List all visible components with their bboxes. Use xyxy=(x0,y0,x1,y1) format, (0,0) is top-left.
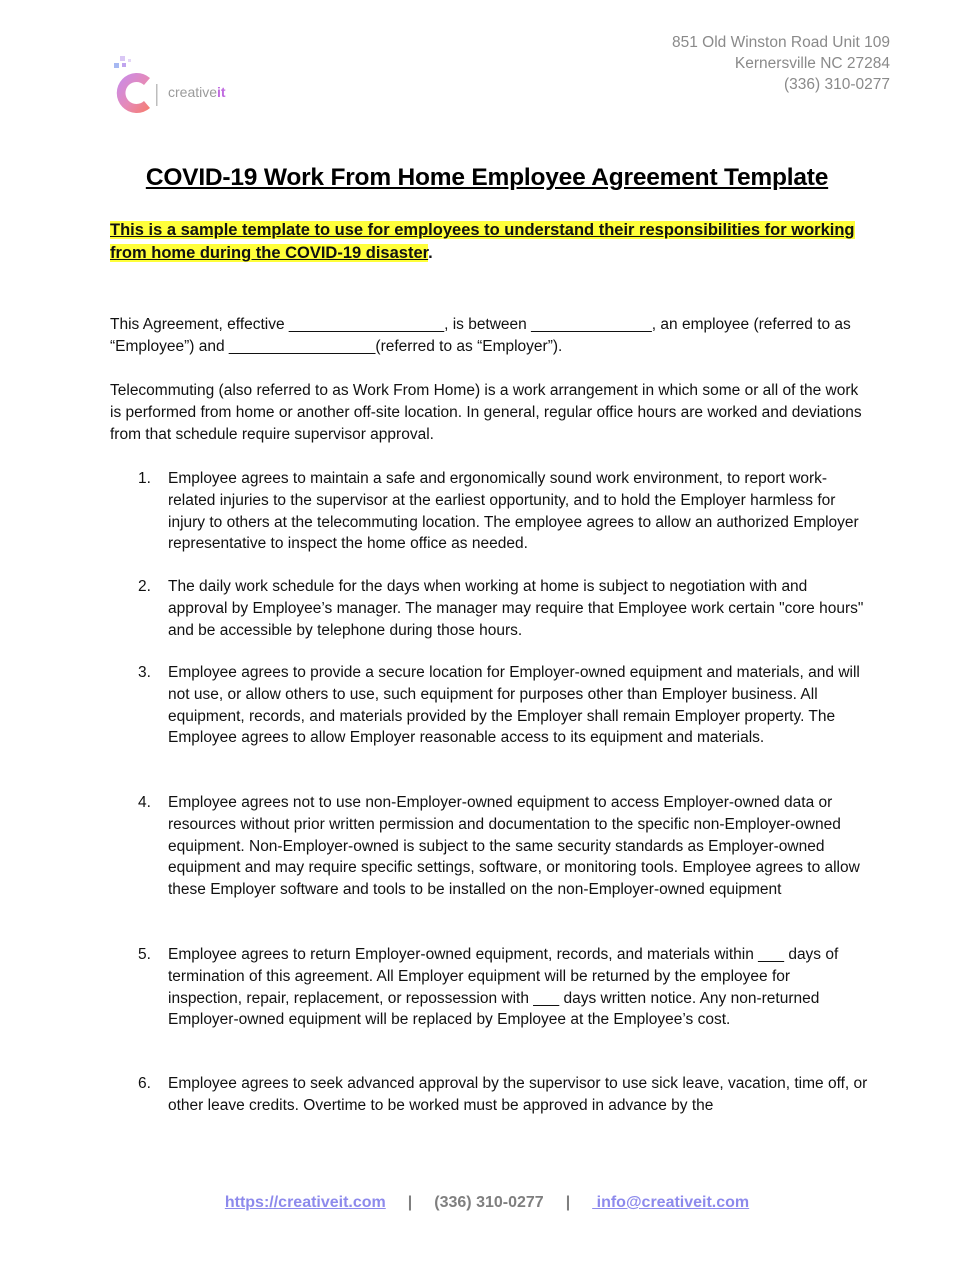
list-item-text: Employee agrees to provide a secure location for Employer-owned equipment and materials, and will not use, or allow others to use, such equipment for purposes other than Employer business. All equipment, records, and materials provided by the Employer shall remain Employer property. The Employee agrees to allow Employer reasonable access to its equipment and materials. xyxy=(168,664,860,747)
footer-separator: | xyxy=(565,1194,571,1211)
document-title: COVID-19 Work From Home Employee Agreement Template xyxy=(145,164,829,191)
logo-wordmark: creativeit xyxy=(168,84,226,100)
creativeit-logo-icon xyxy=(110,54,166,120)
address-line-1: 851 Old Winston Road Unit 109 xyxy=(672,34,890,51)
address-line-2: Kernersville NC 27284 xyxy=(734,55,890,72)
list-item-text: Employee agrees to return Employer-owned equipment, records, and materials within ___ days of termination of this agreement. All Employer equipment will be returned by the employee for inspection, repair, replacement, or repossession with ___ days written notice. Any non-returned Employer-owned equipment will be replaced by Employee at the Employee’s cost. xyxy=(168,946,839,1029)
company-logo xyxy=(110,54,250,120)
list-item-number: 5. xyxy=(138,946,151,963)
list-item-text: Employee agrees not to use non-Employer-owned equipment to access Employer-owned data or resources without prior written permission and documentation to the specific non-Employer-owned equipment. Non-Employer-owned is subject to the same security standards as Employer-owned equipment and may require specific settings, software, or monitoring tools. Employee agrees to allow these Employer software and tools to be installed on the non-Employer-owned equipment xyxy=(168,794,860,899)
list-item-number: 3. xyxy=(138,664,151,681)
footer-separator: | xyxy=(407,1194,413,1211)
footer-phone: (336) 310-0277 xyxy=(434,1194,544,1211)
highlighted-note-text: This is a sample template to use for employees to understand their responsibilities for working from home during the COVID-19 disaster xyxy=(110,221,855,262)
company-address xyxy=(672,32,890,95)
telecommuting-paragraph: Telecommuting (also referred to as Work From Home) is a work arrangement in which some or all of the work is performed from home or another off-site location. In general, regular office hours are worked and deviations from that schedule require supervisor approval. xyxy=(110,382,862,443)
template-note: This is a sample template to use for employees to understand their responsibilities for working from home during the COVID-19 disaster. xyxy=(110,221,855,262)
agreement-intro-paragraph: This Agreement, effective __________________, is between ______________, an employee (referred to as “Employee”) and _________________(referred to as “Employer”). xyxy=(110,316,851,355)
list-item-number: 6. xyxy=(138,1075,151,1092)
list-item-text: The daily work schedule for the days when working at home is subject to negotiation with and approval by Employee’s manager. The manager may require that Employee work certain "core hours" and be accessible by telephone during those hours. xyxy=(168,578,864,639)
list-item-number: 2. xyxy=(138,578,151,595)
address-phone: (336) 310-0277 xyxy=(784,76,890,93)
email-link[interactable]: info@creativeit.com xyxy=(592,1194,750,1211)
list-item-number: 1. xyxy=(138,470,151,487)
website-link[interactable]: https://creativeit.com xyxy=(224,1194,386,1211)
list-item-number: 4. xyxy=(138,794,151,811)
list-item-text: Employee agrees to seek advanced approval by the supervisor to use sick leave, vacation, time off, or other leave credits. Overtime to be worked must be approved in advance by the xyxy=(168,1075,868,1114)
list-item-text: Employee agrees to maintain a safe and ergonomically sound work environment, to report work-related injuries to the supervisor at the earliest opportunity, and to hold the Employer harmless for injury to others at the telecommuting location. The employee agrees to allow an authorized Employer representative to inspect the home office as needed. xyxy=(168,470,859,553)
page-footer xyxy=(0,1194,974,1212)
